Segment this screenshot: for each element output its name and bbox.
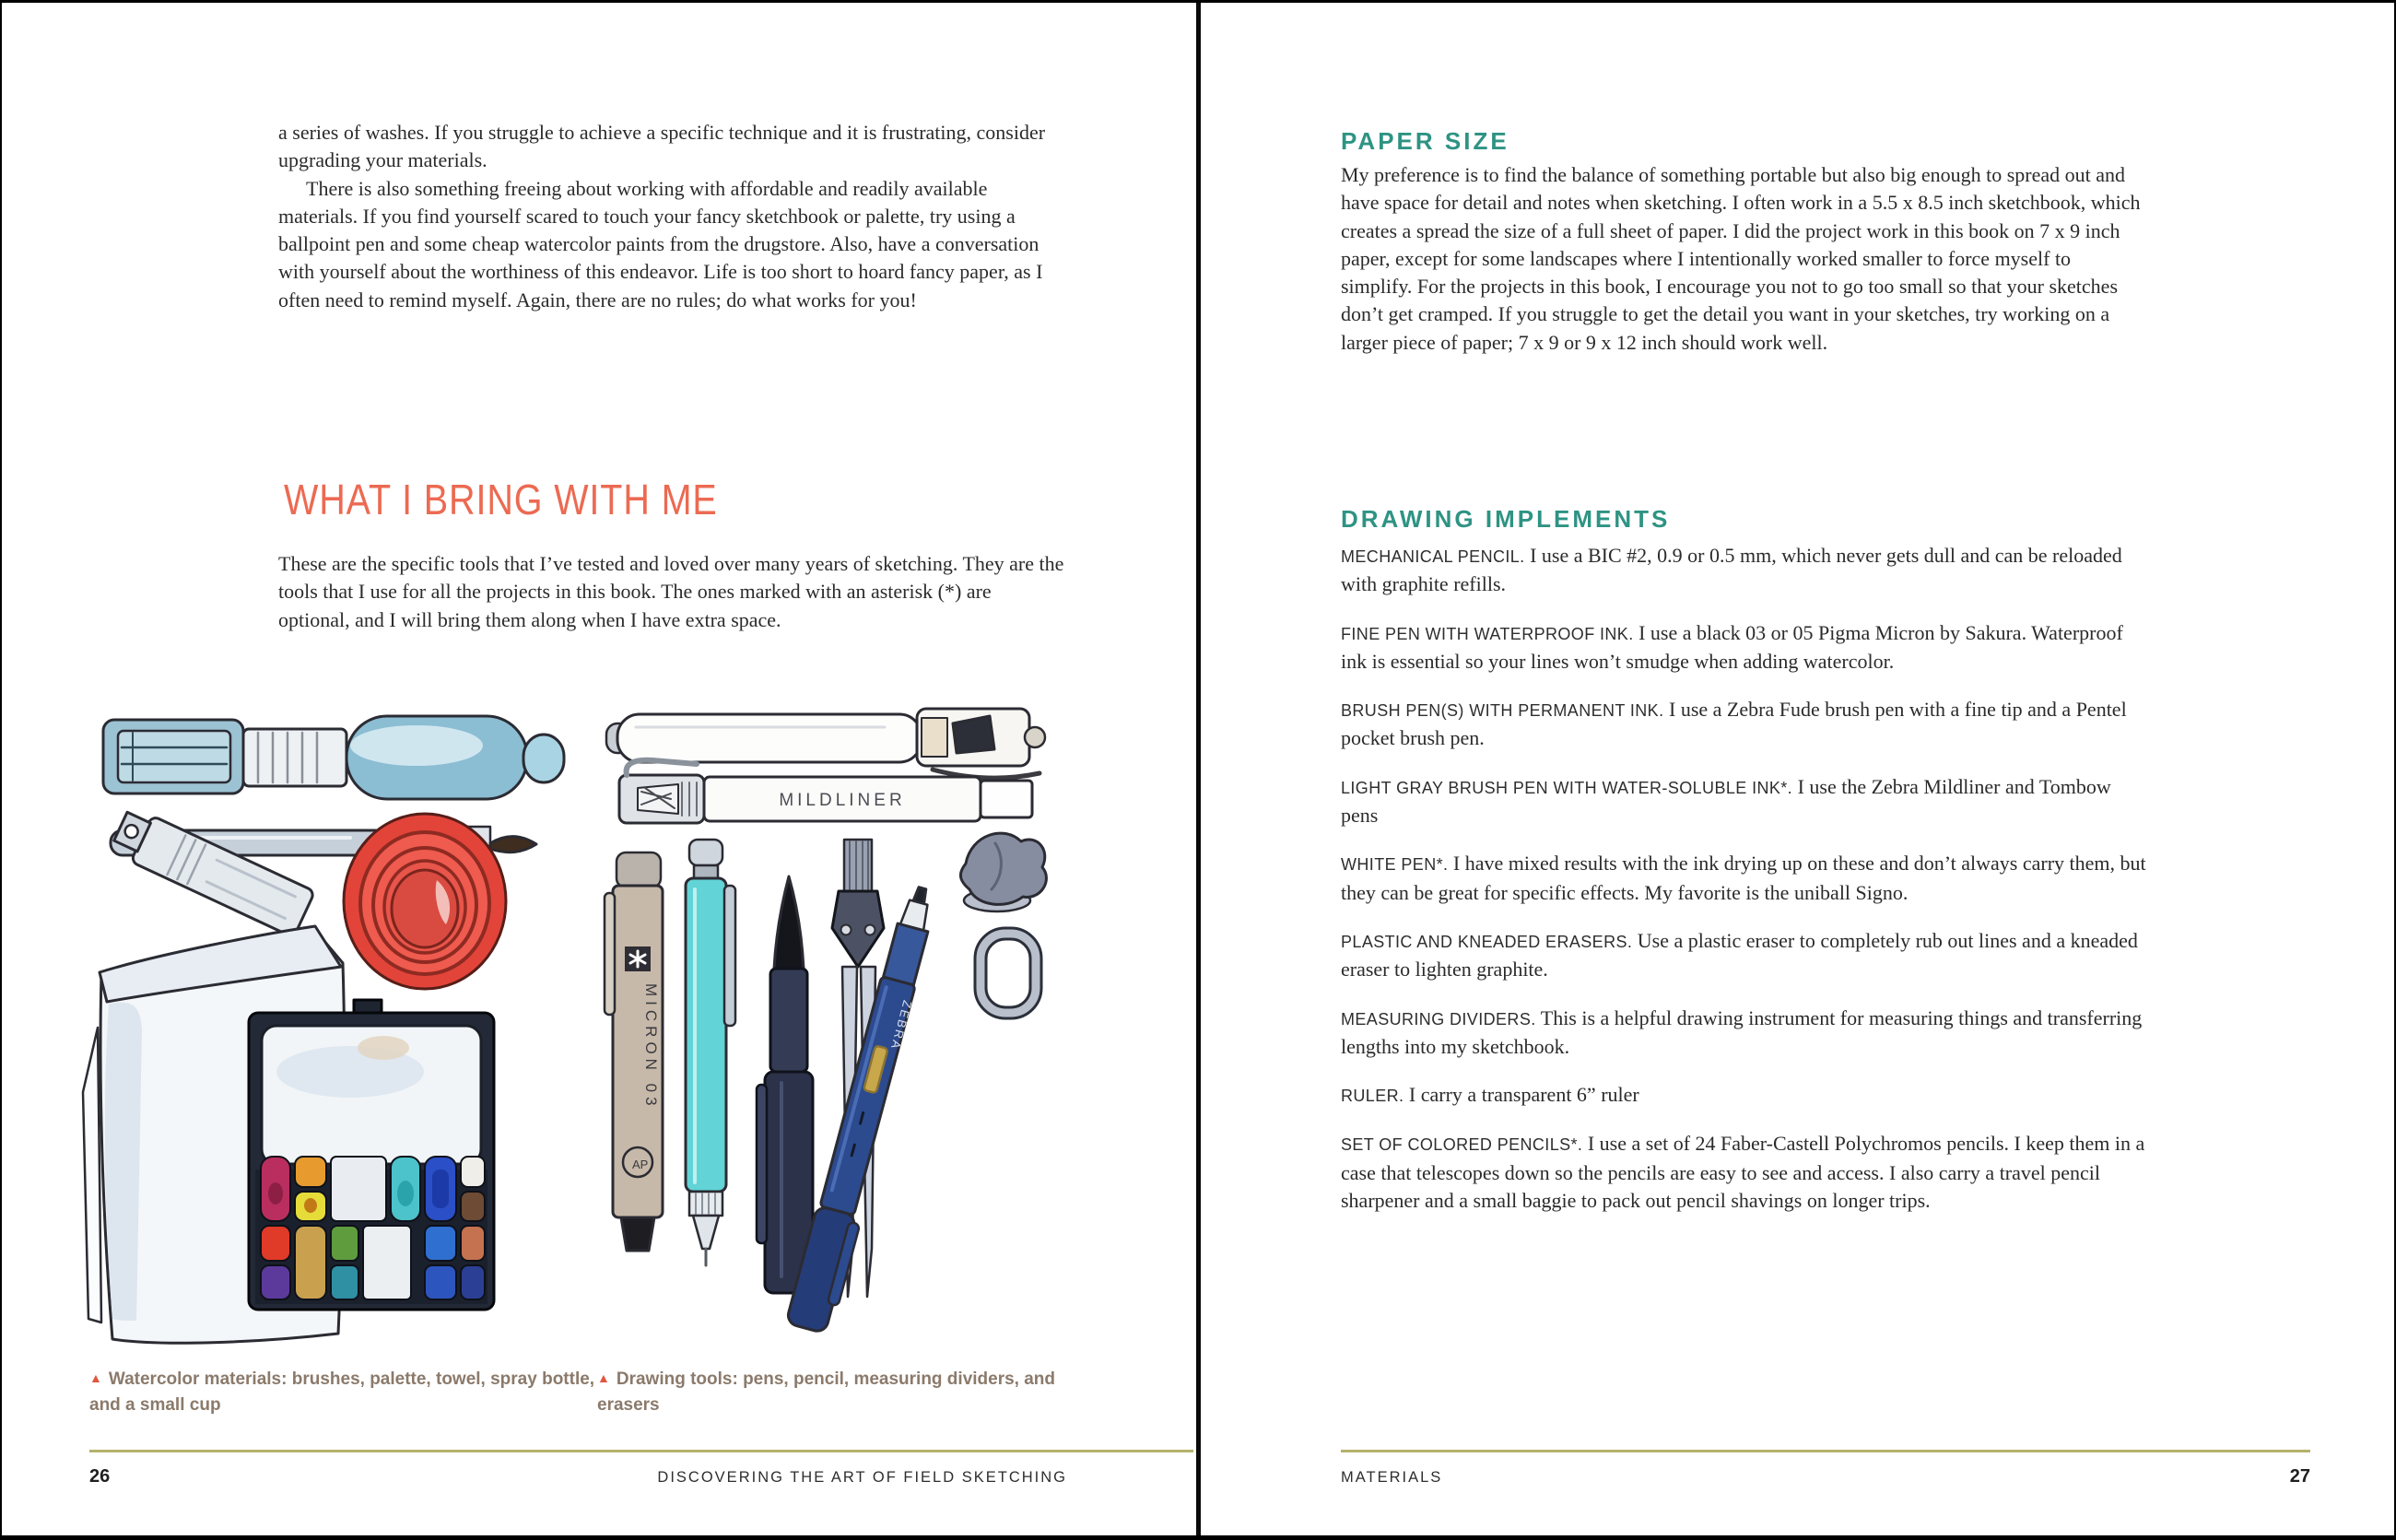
implement-text: I use a black 03 or 05 Pigma Micron by Sakura. Waterproof ink is essential so your lines won’t smudge when adding watercolor. [1341,620,2123,673]
implement-text: I use the Zebra Mildliner and Tombow pens [1341,774,2111,828]
body-paragraph: a series of washes. If you struggle to achieve a specific technique and it is frustrating, consider upgrading your materials. [278,121,1046,172]
caption-watercolor-materials [89,1367,598,1417]
ring-band-illustration [981,934,1036,1013]
triangle-marker-icon: ▲ [89,1370,102,1385]
footer-rule-left [89,1450,1193,1452]
implement-lead: BRUSH PEN(S) WITH PERMANENT INK. [1341,701,1664,721]
zebra-label: ZEBRA [887,998,915,1052]
implement-text: I use a set of 24 Faber-Castell Polychromos pencils. I keep them in a case that telescopes down so the pencils are easy to see and access. I also carry a travel pencil sharpener and a small baggie to pack out pencil shavings on longer trips. [1341,1132,2145,1213]
implement-text: Use a plastic eraser to completely rub out lines and a kneaded eraser to lighten graphite. [1341,928,2138,982]
caption-drawing-tools [597,1367,1063,1417]
implement-item [1341,850,2146,907]
micron-pen-illustration [605,852,663,1251]
implement-text: I use a BIC #2, 0.9 or 0.5 mm, which never gets dull and can be reloaded with graphite refills. [1341,544,2122,596]
mechanical-pencil-illustration [686,840,735,1265]
drawing-implements-list [1341,542,2146,1215]
materials-illustration [74,696,1113,1352]
mildliner-marker-illustration [619,760,1032,823]
implement-lead: MECHANICAL PENCIL. [1341,547,1525,566]
collapsible-cup-illustration [344,814,506,989]
implement-item [1341,542,2146,599]
implement-item [1341,1005,2146,1062]
brush-pen-illustration [757,876,813,1293]
triangle-marker-icon: ▲ [597,1370,610,1385]
implement-lead: MEASURING DIVIDERS. [1341,1009,1536,1029]
implement-lead: PLASTIC AND KNEADED ERASERS. [1341,932,1633,951]
page-gutter-divider [1196,3,1201,1540]
implement-text: This is a helpful drawing instrument for measuring things and transferring lengths into my sketchbook. [1341,1005,2143,1058]
caption-text: Watercolor materials: brushes, palette, towel, spray bottle, and a small cup [89,1370,595,1415]
page-number-left: 26 [89,1466,111,1487]
watercolor-palette-illustration [249,1000,494,1310]
implement-lead: RULER. [1341,1087,1404,1106]
implement-lead: WHITE PEN*. [1341,855,1449,875]
implement-text: I carry a transparent 6” ruler [1408,1083,1639,1107]
section-heading: WHAT I BRING WITH ME [284,476,718,523]
materials-illustration-svg [74,696,1113,1352]
left-body-text [278,119,1067,314]
implement-lead: FINE PEN WITH WATERPROOF INK. [1341,624,1634,643]
implement-item [1341,1081,2146,1110]
implement-item [1341,927,2146,984]
running-title-right: MATERIALS [1341,1469,1443,1486]
section-heading-paper-size: PAPER SIZE [1341,127,1509,155]
micron-logo-label: AP [632,1158,649,1171]
micron-label: MICRON 03 [642,983,660,1111]
implement-item [1341,619,2146,676]
page-number-right: 27 [2289,1466,2310,1487]
implement-lead: SET OF COLORED PENCILS*. [1341,1135,1583,1155]
caption-text: Drawing tools: pens, pencil, measuring dividers, and erasers [597,1370,1056,1415]
implement-item [1341,773,2146,830]
paper-size-body [1341,161,2146,357]
implement-item [1341,1130,2146,1215]
white-gel-pen-illustration [606,709,1045,778]
kneaded-eraser-illustration [960,833,1046,911]
footer-rule-right [1341,1450,2310,1452]
water-brush-pen-illustration [103,716,564,799]
running-title-left: DISCOVERING THE ART OF FIELD SKETCHING [657,1469,1067,1486]
body-paragraph: These are the specific tools that I’ve tested and loved over many years of sketching. They are the tools that I use for all the projects in this book. The ones marked with an asterisk (*) are optional, and I will bring them along when I have extra space. [278,552,1064,631]
section-heading-drawing-implements: DRAWING IMPLEMENTS [1341,505,1671,533]
body-paragraph: My preference is to find the balance of something portable but also big enough to spread out and have space for detail and notes when sketching. I often work in a 5.5 x 8.5 inch sketchbook, which creates a spread the size of a full sheet of paper. I did the project work in this book on 7 x 9 inch paper, except for some landscapes where I intentionally worked smaller to force myself to simplify. For the projects in this book, I encourage you not to go too small so that your sketches don’t get cramped. If you struggle to get the detail you want in your sketches, try working on a larger piece of paper; 7 x 9 or 9 x 12 inch should work well. [1341,163,2141,354]
implement-text: I use a Zebra Fude brush pen with a fine tip and a Pentel pocket brush pen. [1341,698,2127,750]
implement-text: I have mixed results with the ink drying up on these and don’t always carry them, but they can be great for specific effects. My favorite is the uniball Signo. [1341,852,2146,904]
spray-bottle-illustration [109,805,315,937]
implement-item [1341,696,2146,753]
body-paragraph: There is also something freeing about working with affordable and readily available materials. If you find yourself scared to touch your fancy sketchbook or palette, try using a ballpoint pen and some cheap watercolor paints from the drugstore. Also, have a conversation with yourself about the worthiness of this endeavor. Life is too short to hoard fancy paper, as I often need to remind myself. Again, there are no rules; do what works for you! [278,176,1043,312]
implement-lead: LIGHT GRAY BRUSH PEN WITH WATER-SOLUBLE INK*. [1341,778,1793,797]
mildliner-label: MILDLINER [779,791,906,810]
left-body-text-2 [278,550,1067,634]
